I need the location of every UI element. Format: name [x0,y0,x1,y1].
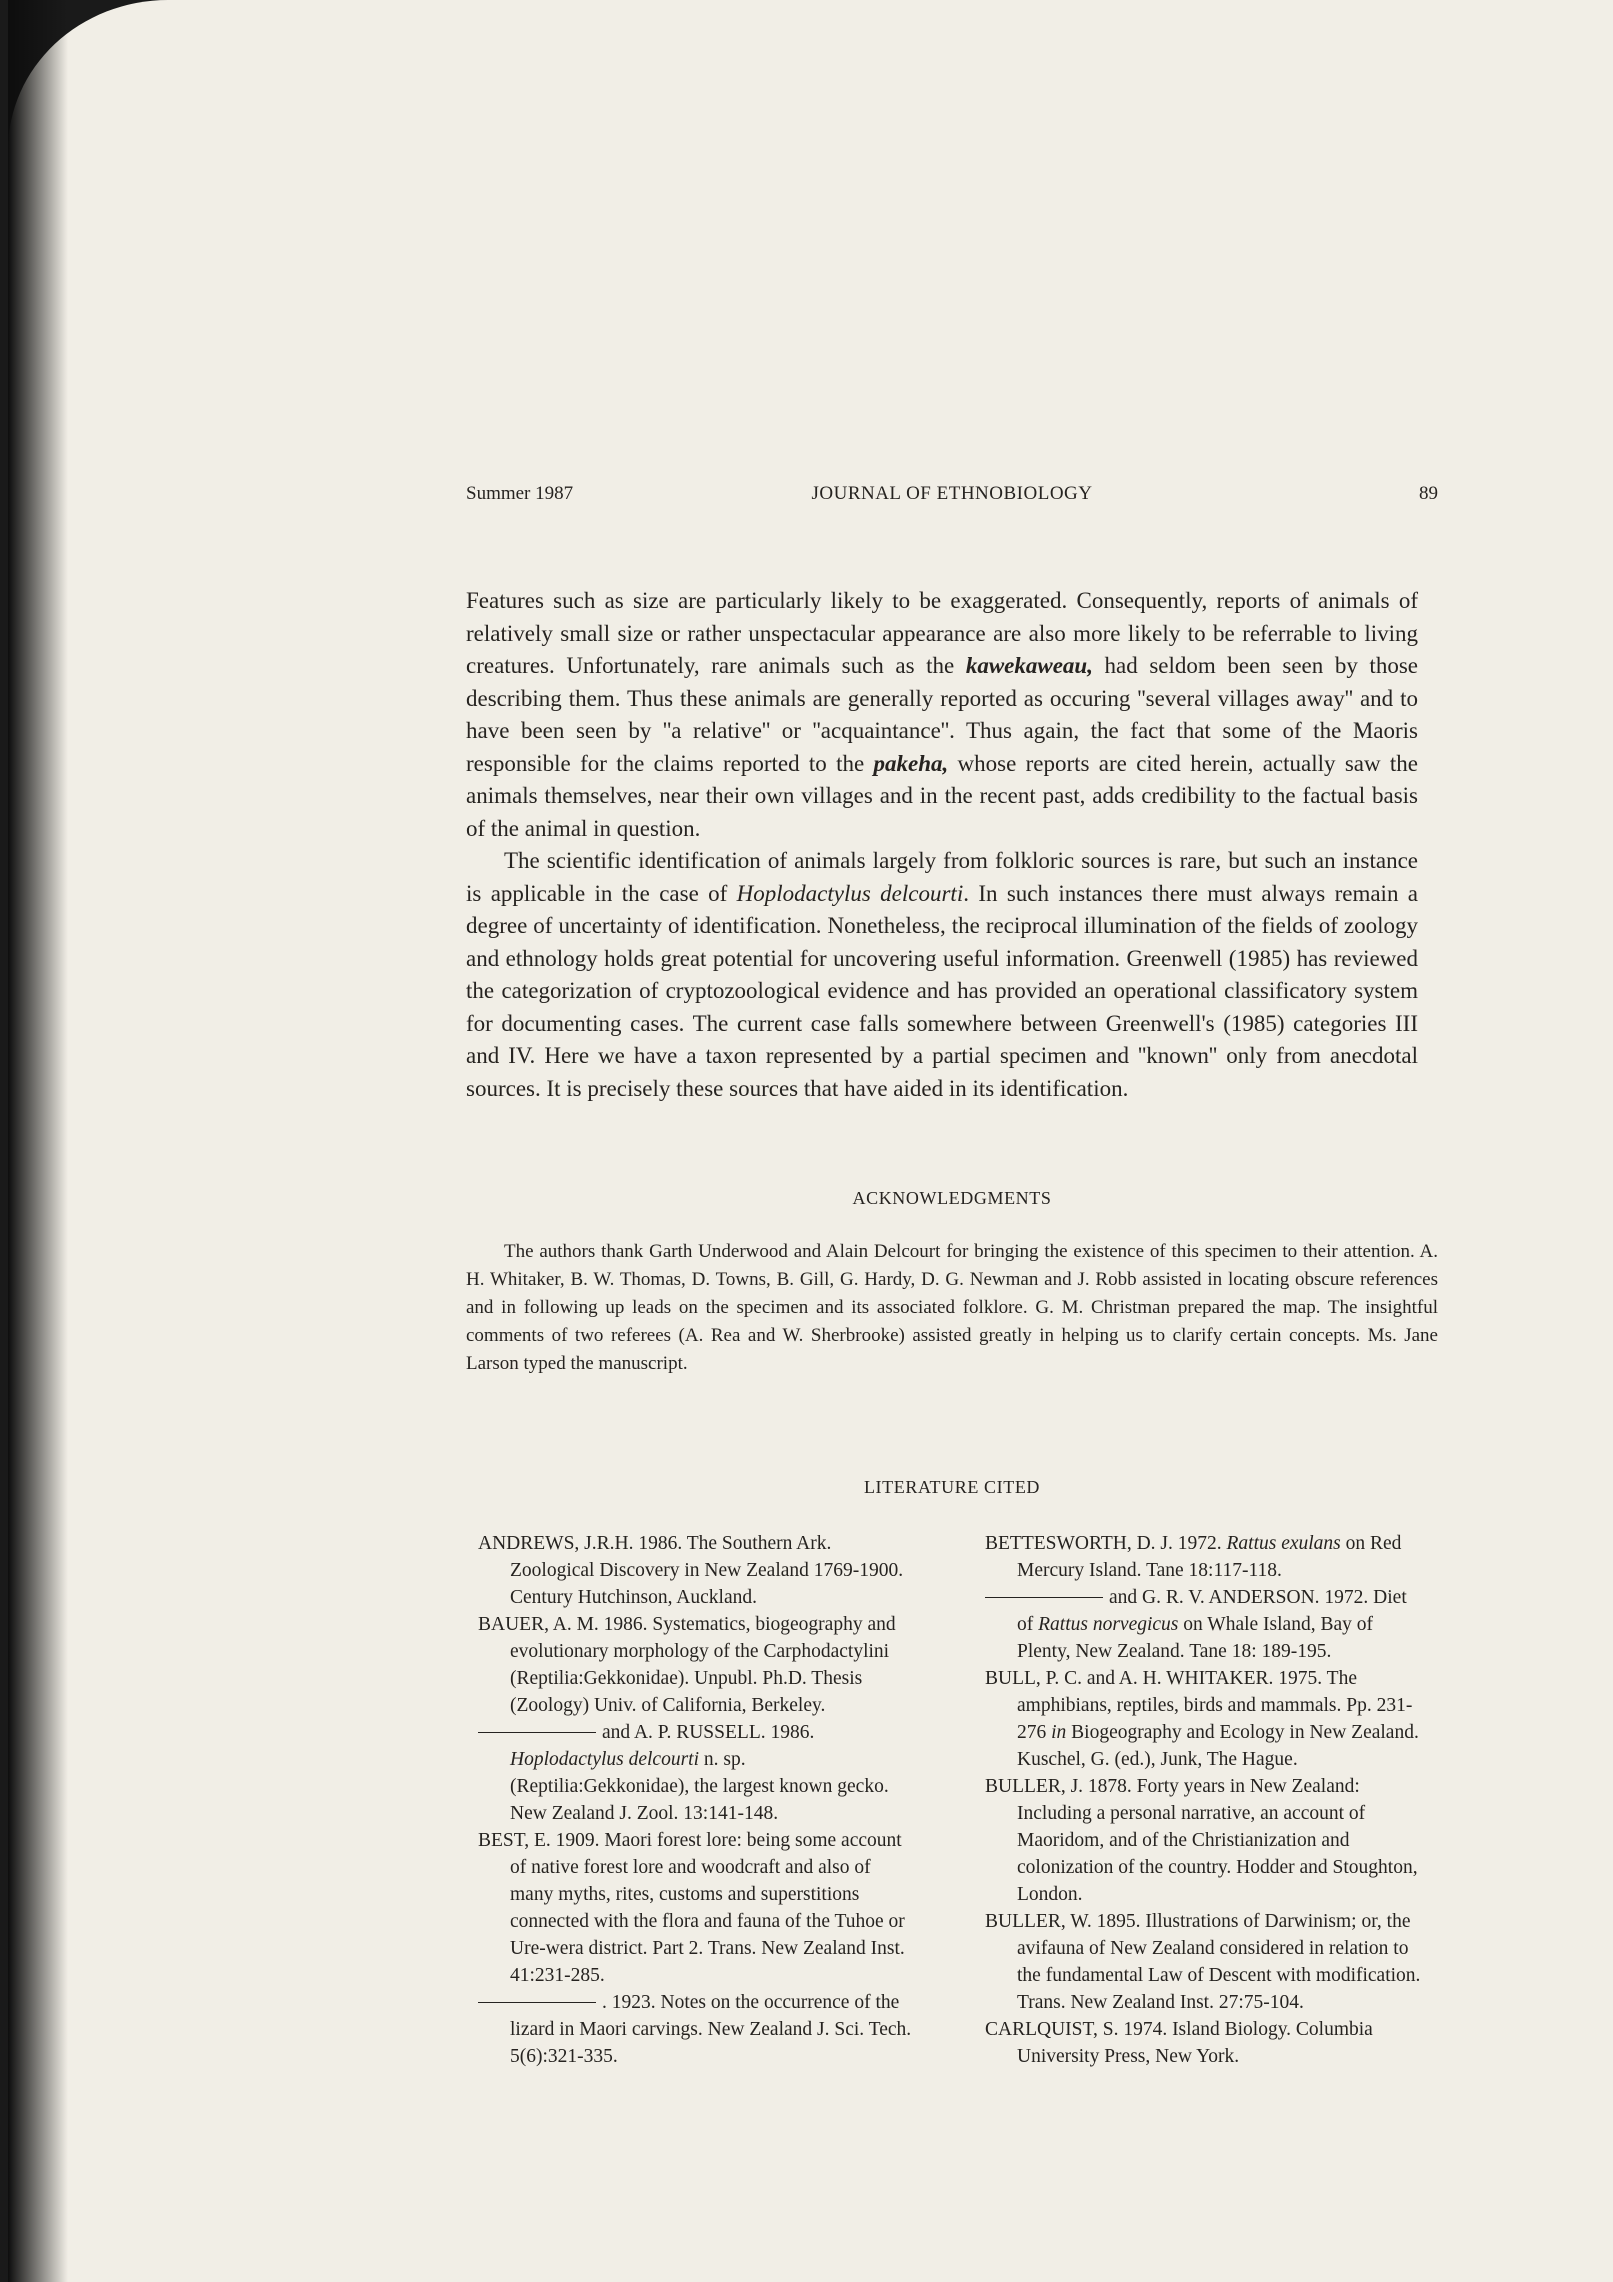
repeated-author-dash [478,1732,596,1733]
literature-cited-heading: LITERATURE CITED [863,1477,1041,1497]
term-kawekaweau: kawekaweau, [965,653,1093,678]
reference-entry: BULLER, W. 1895. Illustrations of Darwinism; or, the avifauna of New Zealand considered in relation to the fundamental Law of Descent with modification. Trans. New Zealand Inst. 27:75-104. [985,1911,1421,2013]
species-name: Hoplodactylus delcourti [736,880,964,906]
body-text [466,585,1418,1105]
term-pakeha: pakeha, [873,750,949,776]
header-journal-title: JOURNAL OF ETHNOBIOLOGY [811,483,1093,504]
page-number: 89 [1419,483,1438,504]
reference-entry: BEST, E. 1909. Maori forest lore: being some account of native forest lore and woodcraft and also of many myths, rites, customs and superstitions connected with the flora and fauna of the Tuhoe or Ure-wera district. Part 2. Trans. New Zealand Inst. 41:231-285. [478,1830,905,1986]
reference-entry: CARLQUIST, S. 1974. Island Biology. Columbia University Press, New York. [985,2019,1373,2067]
body-paragraph-1: Features such as size are particularly likely to be exaggerated. Consequently, reports of animals of relatively small size or rather unspectacular appearance are also more likely to be referrable to living creatures. Unfortunately, rare animals such as the kawekaweau, had seldom been seen by those describing them. Thus these animals are generally reported as occuring ''several villages away'' and to have been seen by ''a relative'' or ''acquaintance''. Thus again, the fact that some of the Maoris responsible for the claims reported to the pakeha, whose reports are cited herein, actually saw the animals themselves, near their own villages and in the recent past, adds credibility to the factual basis of the animal in question. [466,588,1419,841]
acknowledgments-text: The authors thank Garth Underwood and Alain Delcourt for bringing the existence of this specimen to their attention. A. H. Whitaker, B. W. Thomas, D. Towns, B. Gill, G. Hardy, D. G. Newman and J. Robb assisted in locating obscure references and in following up leads on the specimen and its associated folklore. G. M. Christman prepared the map. The insightful comments of two referees (A. Rea and W. Sherbrooke) assisted greatly in helping us to clarify certain concepts. Ms. Jane Larson typed the manuscript. [466,1241,1438,1374]
reference-entry: BETTESWORTH, D. J. 1972. Rattus exulans on Red Mercury Island. Tane 18:117-118. [985,1533,1402,1581]
reference-entry: and A. P. RUSSELL. 1986. Hoplodactylus delcourti n. sp. (Reptilia:Gekkonidae), the largest known gecko. New Zealand J. Zool. 13:141-148. [478,1719,918,1827]
reference-entry: and G. R. V. ANDERSON. 1972. Diet of Rattus norvegicus on Whale Island, Bay of Plenty, New Zealand. Tane 18: 189-195. [985,1584,1425,1665]
repeated-author-dash [985,1597,1103,1598]
repeated-author-dash [478,2002,596,2003]
reference-entry: . 1923. Notes on the occurrence of the lizard in Maori carvings. New Zealand J. Sci. Tech. 5(6):321-335. [478,1989,918,2070]
reference-entry: BULL, P. C. and A. H. WHITAKER. 1975. The amphibians, reptiles, birds and mammals. Pp. 231-276 in Biogeography and Ecology in New Zealand. Kuschel, G. (ed.), Junk, The Hague. [985,1668,1419,1770]
reference-entry: BULLER, J. 1878. Forty years in New Zealand: Including a personal narrative, an account of Maoridom, and of the Christianization and colonization of the country. Hodder and Stoughton, London. [985,1776,1418,1905]
scan-edge-shadow [8,0,68,2282]
reference-entry: BAUER, A. M. 1986. Systematics, biogeography and evolutionary morphology of the Carphodactylini (Reptilia:Gekkonidae). Unpubl. Ph.D. Thesis (Zoology) Univ. of California, Berkeley. [478,1614,896,1716]
header-season: Summer 1987 [466,483,574,504]
references-right-column [985,1530,1425,2070]
reference-entry: ANDREWS, J.R.H. 1986. The Southern Ark. Zoological Discovery in New Zealand 1769-1900. Century Hutchinson, Auckland. [478,1533,904,1608]
acknowledgments-heading: ACKNOWLEDGMENTS [852,1188,1052,1208]
running-header [466,483,1438,511]
body-paragraph-2: The scientific identification of animals largely from folkloric sources is rare, but such an instance is applicable in the case of Hoplodactylus delcourti. In such instances there must always remain a degree of uncertainty of identification. Nonetheless, the reciprocal illumination of the fields of zoology and ethnology holds great potential for uncovering useful information. Greenwell (1985) has reviewed the categorization of cryptozoological evidence and has provided an operational classificatory system for documenting cases. The current case falls somewhere between Greenwell's (1985) categories III and IV. Here we have a taxon represented by a partial specimen and ''known'' only from anecdotal sources. It is precisely these sources that have aided in its identification. [466,848,1419,1101]
references-left-column [478,1530,918,2070]
